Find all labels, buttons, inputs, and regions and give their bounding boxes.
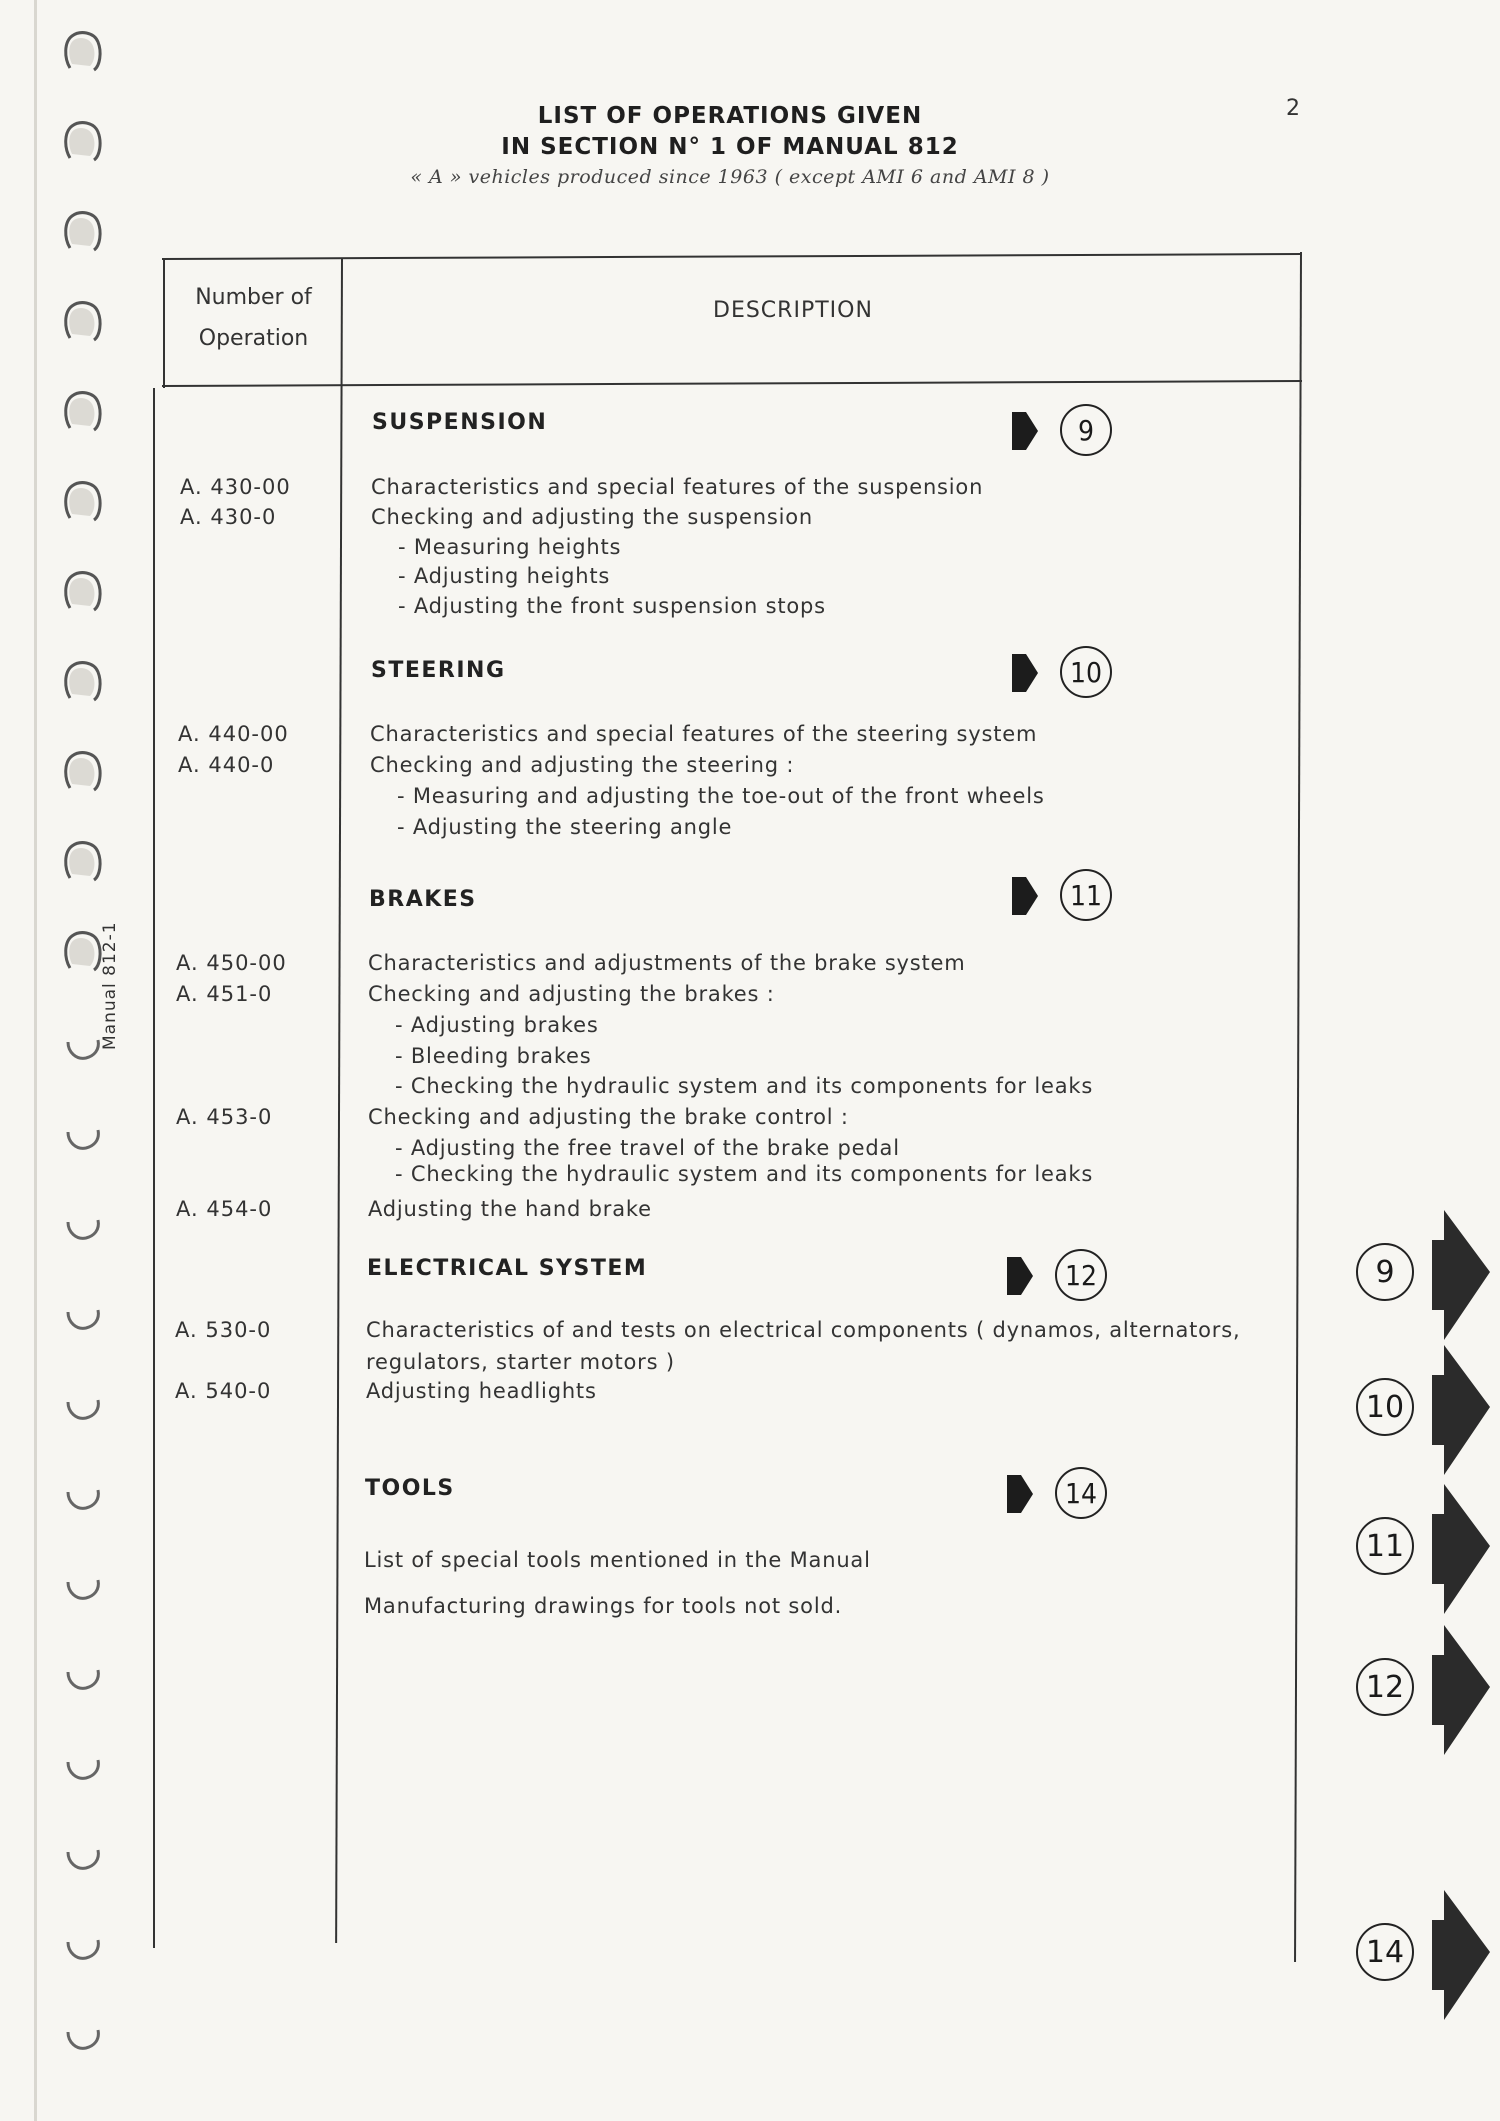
operation-description: Characteristics of and tests on electrical components ( dynamos, alternators, bbox=[366, 1318, 1241, 1342]
operation-sub-item: - Measuring heights bbox=[398, 535, 622, 559]
operation-sub-item: - Adjusting the free travel of the brake pedal bbox=[395, 1136, 900, 1160]
operation-description: Adjusting headlights bbox=[366, 1379, 597, 1403]
section-number-circle: 9 bbox=[1060, 404, 1112, 456]
section-heading: STEERING bbox=[371, 658, 506, 683]
operation-number: A. 451-0 bbox=[176, 982, 273, 1006]
operation-description: Checking and adjusting the steering : bbox=[370, 753, 795, 777]
pointer-arrow-icon bbox=[1005, 1473, 1035, 1515]
binder-hole bbox=[60, 1288, 104, 1336]
page-title-line-2: IN SECTION N° 1 OF MANUAL 812 bbox=[501, 134, 959, 160]
binder-hole bbox=[60, 478, 104, 526]
binder-hole bbox=[60, 1468, 104, 1516]
binder-hole bbox=[60, 1828, 104, 1876]
section-number-circle: 12 bbox=[1055, 1249, 1107, 1301]
section-heading: SUSPENSION bbox=[372, 410, 548, 435]
operation-sub-item: - Checking the hydraulic system and its components for leaks bbox=[395, 1162, 1094, 1186]
binder-hole bbox=[60, 208, 104, 256]
section-tab-14[interactable] bbox=[1350, 1890, 1500, 2020]
binder-hole bbox=[60, 1918, 104, 1966]
manual-side-label: Manual 812-1 bbox=[100, 921, 120, 1050]
table-left-border bbox=[153, 388, 155, 1948]
operation-sub-item: - Adjusting the steering angle bbox=[397, 815, 733, 839]
section-reference bbox=[1005, 1243, 1115, 1303]
section-tab-10[interactable] bbox=[1350, 1345, 1500, 1475]
operation-number: A. 440-0 bbox=[178, 753, 275, 777]
section-reference bbox=[1010, 863, 1120, 923]
operation-number: A. 454-0 bbox=[176, 1197, 273, 1221]
operation-description: List of special tools mentioned in the Manual bbox=[364, 1548, 871, 1572]
section-tab-9[interactable] bbox=[1350, 1210, 1500, 1340]
section-tab-11[interactable] bbox=[1350, 1484, 1500, 1614]
pointer-arrow-icon bbox=[1010, 652, 1040, 694]
operation-description: Checking and adjusting the brake control : bbox=[368, 1105, 849, 1129]
binder-hole bbox=[60, 1648, 104, 1696]
section-heading: ELECTRICAL SYSTEM bbox=[367, 1256, 648, 1281]
binder-holes bbox=[0, 0, 140, 2121]
operation-sub-item: - Checking the hydraulic system and its components for leaks bbox=[395, 1074, 1094, 1098]
binder-hole bbox=[60, 298, 104, 346]
operation-description: Checking and adjusting the suspension bbox=[371, 505, 814, 529]
operation-sub-item: - Adjusting heights bbox=[398, 564, 611, 588]
column-header-operation bbox=[166, 277, 341, 359]
operation-number: A. 440-00 bbox=[178, 722, 289, 746]
section-heading: TOOLS bbox=[365, 1476, 455, 1501]
binder-hole bbox=[60, 838, 104, 886]
tab-arrow-icon bbox=[1430, 1890, 1500, 2020]
section-reference bbox=[1005, 1461, 1115, 1521]
pointer-arrow-icon bbox=[1010, 875, 1040, 917]
page-number: 2 bbox=[1286, 96, 1300, 121]
binder-hole bbox=[60, 658, 104, 706]
operation-description: Manufacturing drawings for tools not sold. bbox=[364, 1594, 843, 1618]
header-bottom-border bbox=[162, 380, 1302, 387]
binder-hole bbox=[60, 568, 104, 616]
column-header-description: DESCRIPTION bbox=[713, 298, 873, 323]
operation-description: Characteristics and adjustments of the brake system bbox=[368, 951, 966, 975]
table-top-border bbox=[162, 253, 1302, 260]
operation-description: Adjusting the hand brake bbox=[368, 1197, 652, 1221]
page-title-line-1: LIST OF OPERATIONS GIVEN bbox=[537, 103, 923, 129]
binder-hole bbox=[60, 928, 104, 976]
binder-hole bbox=[60, 1198, 104, 1246]
section-reference bbox=[1010, 640, 1120, 700]
section-number-circle: 10 bbox=[1060, 646, 1112, 698]
table-right-border bbox=[1294, 252, 1302, 1962]
operation-number: A. 530-0 bbox=[175, 1318, 272, 1342]
tab-number-circle: 10 bbox=[1356, 1378, 1414, 1436]
tab-arrow-icon bbox=[1430, 1345, 1500, 1475]
operation-sub-item: - Bleeding brakes bbox=[395, 1044, 592, 1068]
binder-hole bbox=[60, 1018, 104, 1066]
binder-hole bbox=[60, 748, 104, 796]
column-header-line-2: Operation bbox=[198, 326, 309, 351]
operation-sub-item: - Adjusting the front suspension stops bbox=[398, 594, 826, 618]
tab-arrow-icon bbox=[1430, 1484, 1500, 1614]
binder-hole bbox=[60, 1108, 104, 1156]
pointer-arrow-icon bbox=[1005, 1255, 1035, 1297]
operation-number: A. 453-0 bbox=[176, 1105, 273, 1129]
section-number-circle: 14 bbox=[1055, 1467, 1107, 1519]
binder-hole bbox=[60, 28, 104, 76]
tab-arrow-icon bbox=[1430, 1625, 1500, 1755]
operation-number: A. 430-0 bbox=[180, 505, 277, 529]
operation-description: Characteristics and special features of the steering system bbox=[370, 722, 1038, 746]
tab-number-circle: 14 bbox=[1356, 1923, 1414, 1981]
operation-description: regulators, starter motors ) bbox=[366, 1350, 675, 1374]
operation-sub-item: - Measuring and adjusting the toe-out of the front wheels bbox=[397, 784, 1045, 808]
tab-number-circle: 12 bbox=[1356, 1658, 1414, 1716]
operation-number: A. 540-0 bbox=[175, 1379, 272, 1403]
operation-description: Characteristics and special features of the suspension bbox=[371, 475, 984, 499]
table-left-border-header bbox=[163, 258, 165, 388]
section-tab-12[interactable] bbox=[1350, 1625, 1500, 1755]
section-number-circle: 11 bbox=[1060, 869, 1112, 921]
tab-arrow-icon bbox=[1430, 1210, 1500, 1340]
pointer-arrow-icon bbox=[1010, 410, 1040, 452]
operation-sub-item: - Adjusting brakes bbox=[395, 1013, 599, 1037]
binder-hole bbox=[60, 1378, 104, 1426]
binder-hole bbox=[60, 2008, 104, 2056]
operation-number: A. 430-00 bbox=[180, 475, 291, 499]
binder-hole bbox=[60, 1558, 104, 1606]
column-divider bbox=[335, 258, 343, 1943]
section-heading: BRAKES bbox=[369, 887, 477, 912]
section-reference bbox=[1010, 398, 1120, 458]
operation-description: Checking and adjusting the brakes : bbox=[368, 982, 775, 1006]
column-header-line-1: Number of bbox=[195, 285, 312, 310]
page-subtitle: « A » vehicles produced since 1963 ( except AMI 6 and AMI 8 ) bbox=[410, 166, 1050, 188]
tab-number-circle: 11 bbox=[1356, 1517, 1414, 1575]
operation-number: A. 450-00 bbox=[176, 951, 287, 975]
binder-hole bbox=[60, 388, 104, 436]
tab-number-circle: 9 bbox=[1356, 1243, 1414, 1301]
binder-hole bbox=[60, 1738, 104, 1786]
